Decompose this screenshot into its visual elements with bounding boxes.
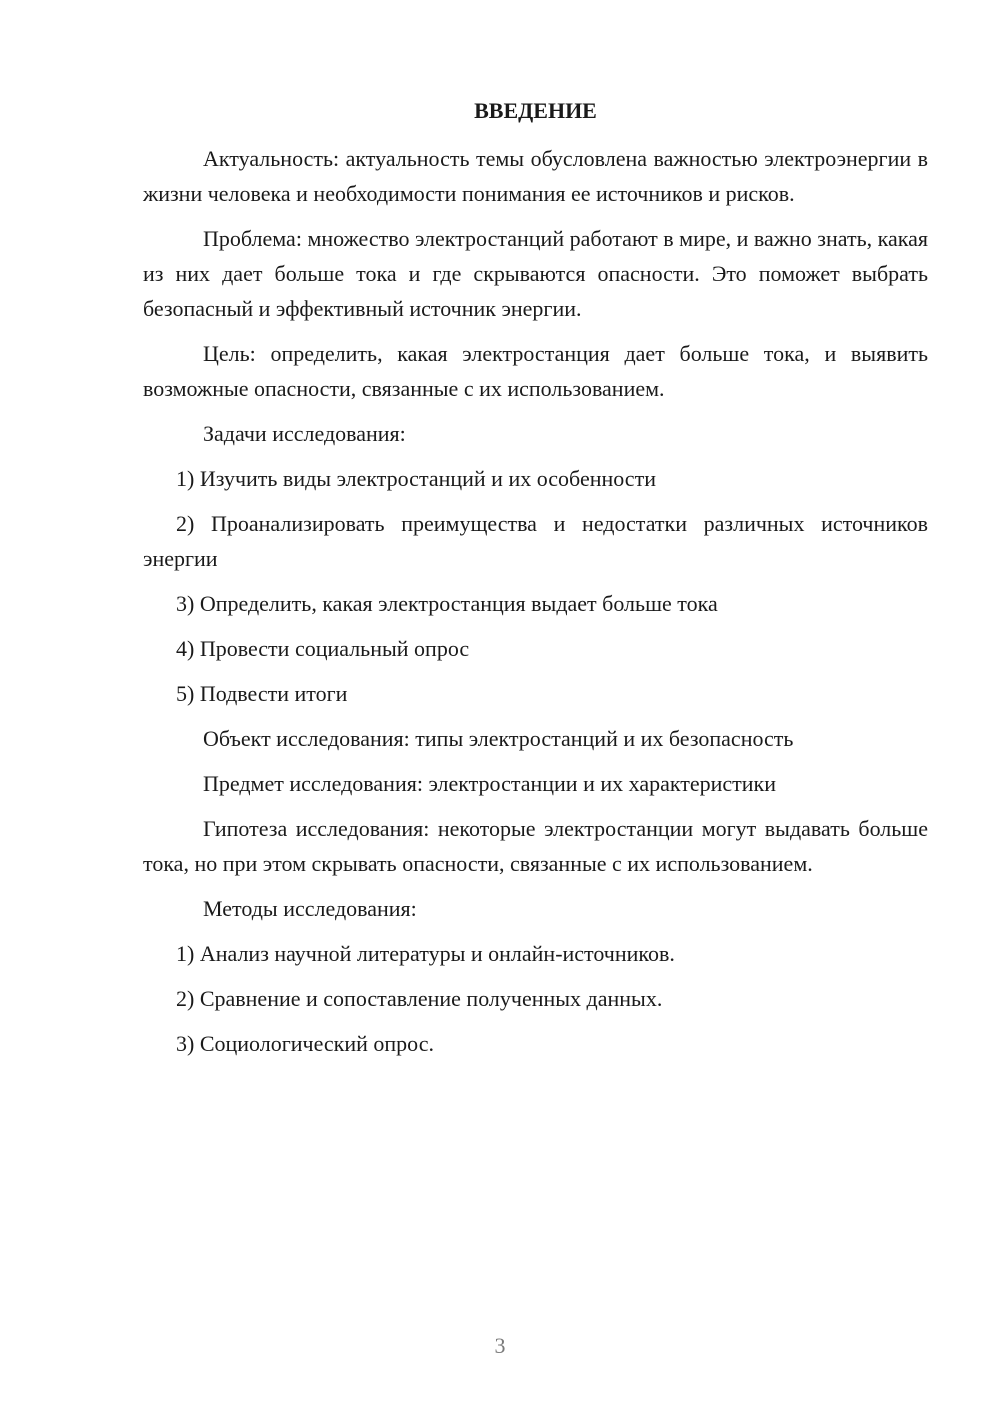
- paragraph-object: Объект исследования: типы электростанций и их безопасность: [203, 726, 794, 751]
- document-body: [143, 141, 928, 1071]
- paragraph-tasks-title: Задачи исследования:: [203, 421, 406, 446]
- paragraph-subject: Предмет исследования: электростанции и их характеристики: [203, 771, 777, 796]
- section-heading: ВВЕДЕНИЕ: [474, 98, 597, 123]
- list-item-method-2: 2) Сравнение и сопоставление полученных данных.: [176, 986, 663, 1011]
- list-item-task-5: 5) Подвести итоги: [176, 681, 348, 706]
- list-item-method-3: 3) Социологический опрос.: [176, 1031, 434, 1056]
- list-item-task-2: 2) Проанализировать преимущества и недостатки различных источников энергии: [143, 511, 928, 571]
- list-item-task-3: 3) Определить, какая электростанция выдает больше тока: [176, 591, 718, 616]
- list-item-task-1: 1) Изучить виды электростанций и их особенности: [176, 466, 656, 491]
- paragraph-problem: Проблема: множество электростанций работают в мире, и важно знать, какая из них дает больше тока и где скрываются опасности. Это поможет выбрать безопасный и эффективный источник энергии.: [143, 226, 928, 321]
- list-item-method-1: 1) Анализ научной литературы и онлайн-источников.: [176, 941, 675, 966]
- list-item-task-4: 4) Провести социальный опрос: [176, 636, 470, 661]
- paragraph-methods-title: Методы исследования:: [203, 896, 417, 921]
- paragraph-relevance: Актуальность: актуальность темы обусловлена важностью электроэнергии в жизни человека и необходимости понимания ее источников и рисков.: [143, 146, 928, 206]
- paragraph-goal: Цель: определить, какая электростанция дает больше тока, и выявить возможные опасности, связанные с их использованием.: [143, 341, 928, 401]
- page-number: 3: [494, 1333, 506, 1358]
- paragraph-hypothesis: Гипотеза исследования: некоторые электростанции могут выдавать больше тока, но при этом скрывать опасности, связанные с их использованием.: [143, 816, 928, 876]
